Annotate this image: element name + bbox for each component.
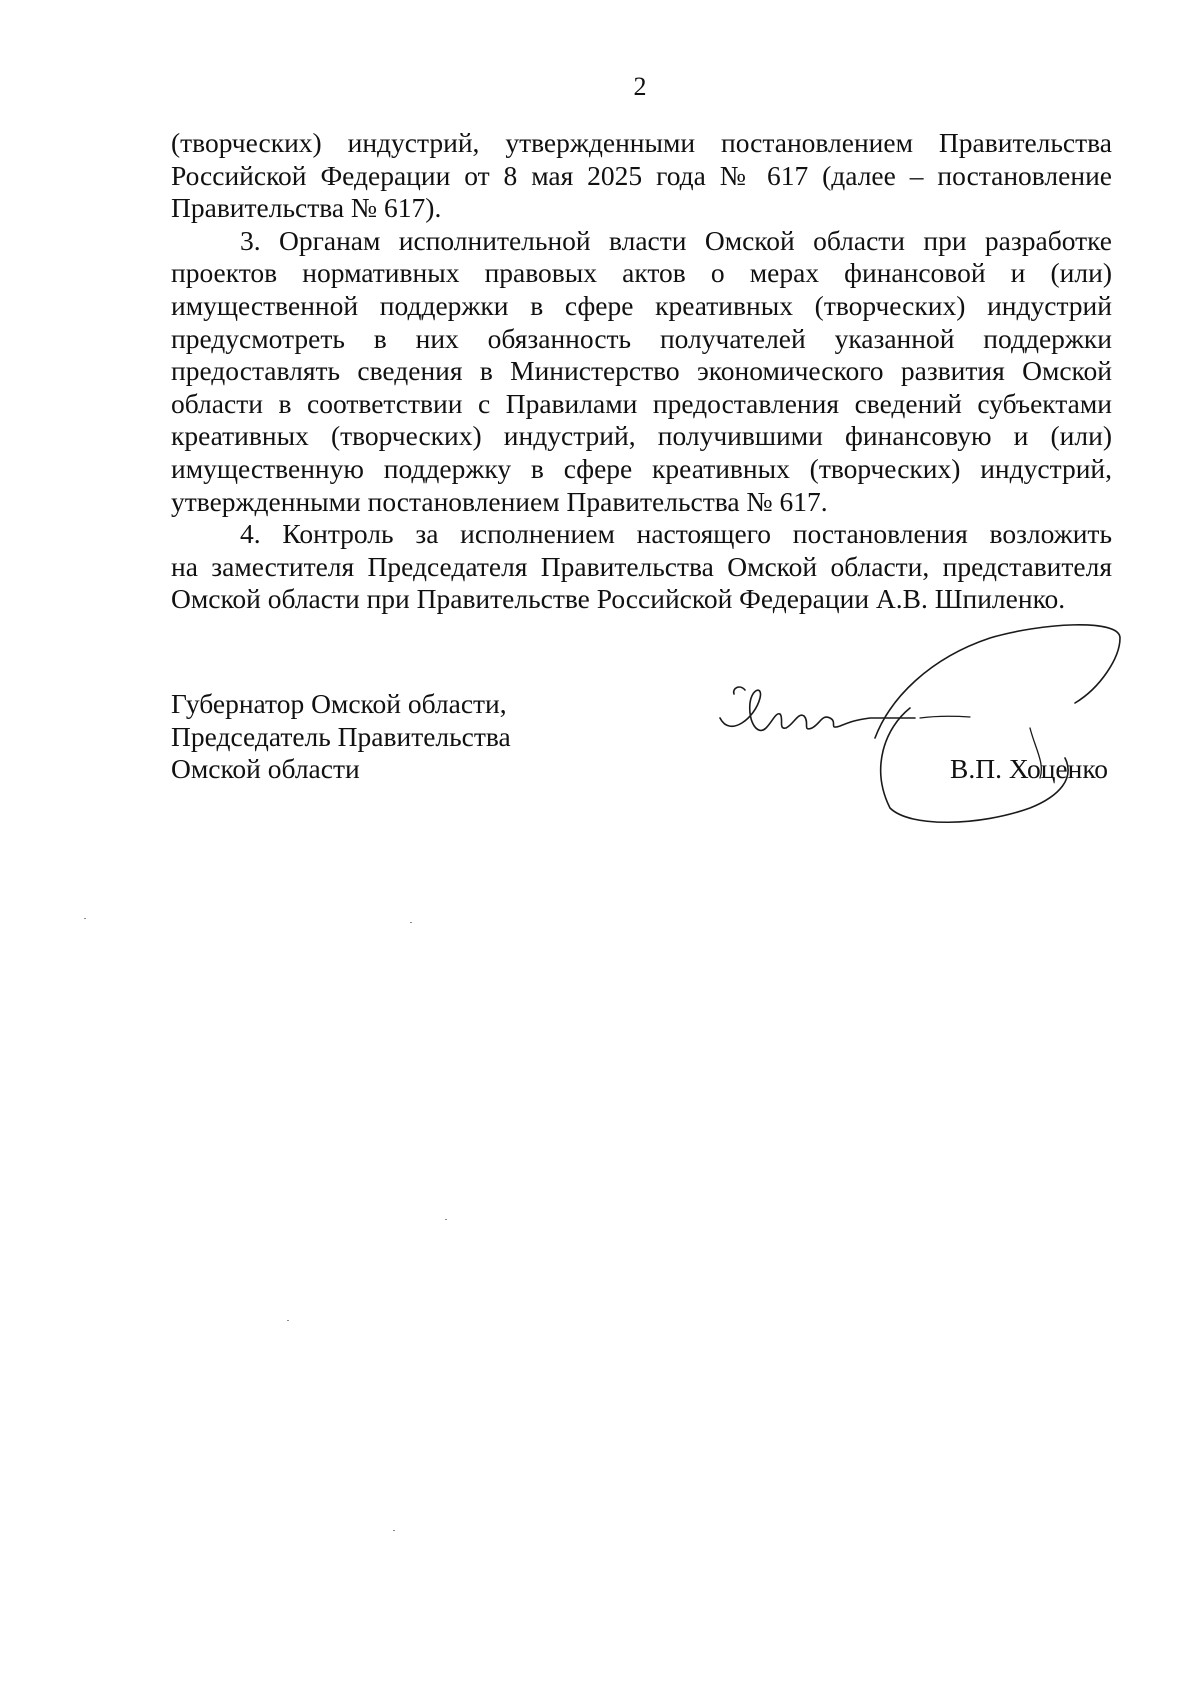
signatory-title bbox=[171, 688, 511, 786]
text-line: предусмотреть в них обязанность получателей указанной поддержки bbox=[171, 322, 1112, 354]
text-line: 3. Органам исполнительной власти Омской области при разработке bbox=[240, 224, 1112, 256]
paragraph-3 bbox=[171, 225, 1112, 518]
text-line: имущественную поддержку в сфере креативных (творческих) индустрий, bbox=[171, 452, 1112, 484]
signatory-title-line: Губернатор Омской области, bbox=[171, 688, 507, 719]
text-line: (творческих) индустрий, утвержденными постановлением Правительства bbox=[171, 127, 1112, 158]
paragraph-2-continuation bbox=[171, 127, 1112, 225]
page-number: 2 bbox=[633, 72, 647, 101]
text-line: Российской Федерации от 8 мая 2025 года № 617 (далее – постановление bbox=[171, 159, 1112, 191]
scan-speck bbox=[393, 1530, 395, 1531]
text-line: предоставлять сведения в Министерство экономического развития Омской bbox=[171, 355, 1112, 387]
paragraph-4 bbox=[171, 518, 1112, 616]
text-line: проектов нормативных правовых актов о мерах финансовой и (или) bbox=[171, 257, 1112, 289]
text-line: области в соответствии с Правилами предоставления сведений субъектами bbox=[171, 387, 1112, 419]
document-body bbox=[171, 127, 1112, 616]
handwritten-signature bbox=[700, 618, 1130, 838]
scan-speck bbox=[84, 918, 86, 919]
scan-speck bbox=[410, 922, 412, 923]
text-line: Омской области при Правительстве Российской Федерации А.В. Шпиленко. bbox=[171, 583, 1066, 615]
signer-name: В.П. Хоценко bbox=[950, 753, 1109, 784]
scan-speck bbox=[287, 1320, 289, 1321]
text-line: на заместителя Председателя Правительства Омской области, представителя bbox=[171, 550, 1112, 582]
text-line: имущественной поддержки в сфере креативных (творческих) индустрий bbox=[171, 289, 1112, 321]
text-line: Правительства № 617). bbox=[171, 192, 442, 224]
text-line: 4. Контроль за исполнением настоящего постановления возложить bbox=[240, 518, 1112, 550]
text-line: утвержденными постановлением Правительства № 617. bbox=[171, 485, 828, 517]
scan-speck bbox=[445, 1219, 447, 1220]
text-line: креативных (творческих) индустрий, получившими финансовую и (или) bbox=[171, 420, 1112, 452]
signatory-title-line: Председатель Правительства bbox=[171, 720, 511, 752]
signatory-title-line: Омской области bbox=[171, 753, 360, 785]
